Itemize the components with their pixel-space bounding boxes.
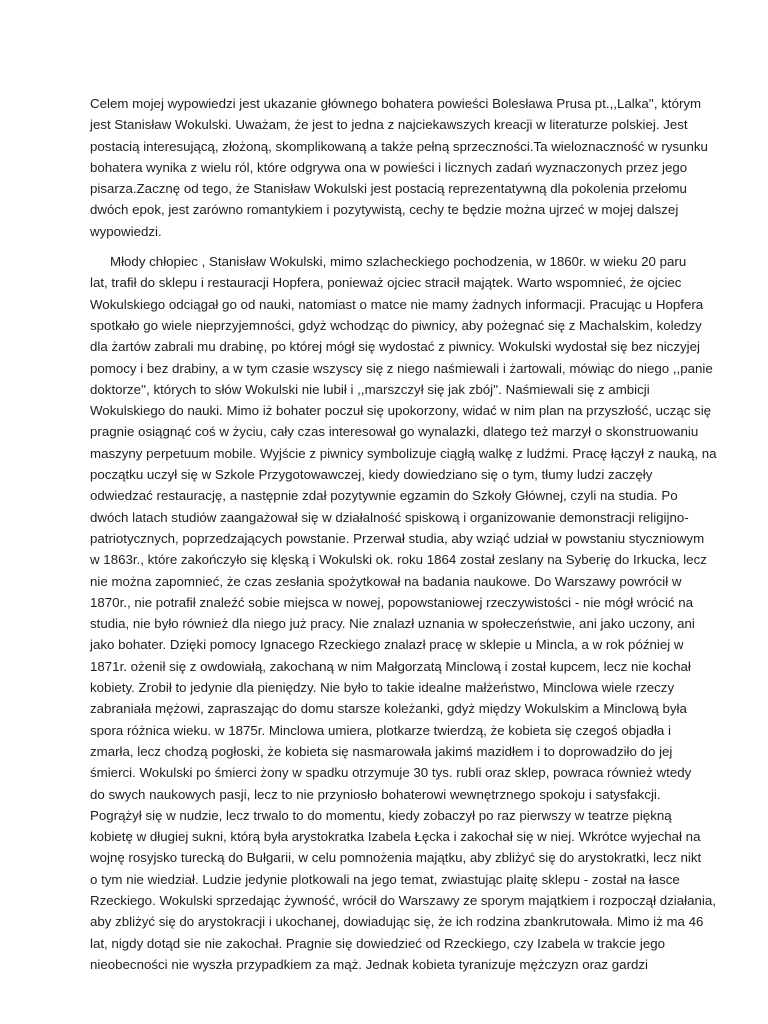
text-line: śmierci. Wokulski po śmierci żony w spadku otrzymuje 30 tys. rubli oraz sklep, powraca również wtedy	[90, 765, 692, 781]
text-line: jest Stanisław Wokulski. Uważam, że jest to jedna z najciekawszych kreacji w literaturze polskiej. Jest	[90, 117, 688, 133]
text-line: pomocy i bez drabiny, a w tym czasie wszyscy się z niego naśmiewali i żartowali, mówiąc do niego ,,panie	[90, 360, 713, 376]
text-line: zabraniała mężowi, zapraszając do domu starsze koleżanki, gdyż między Wokulskim a Minclową była	[90, 701, 687, 717]
text-line: aby zbliżyć się do arystokracji i ukochanej, dowiadując się, że ich rodzina zbankrutowała. Mimo iż ma 46	[90, 914, 704, 930]
text-line: Wokulskiego odciągał go od nauki, natomiast o matce nie mamy żadnych informacji. Pracując u Hopfera	[90, 296, 704, 312]
text-line: początku uczył się w Szkole Przygotowawczej, kiedy dowiedziano się o tym, tłumy ludzi zaczęły	[90, 467, 653, 483]
text-line: pisarza.Zacznę od tego, że Stanisław Wokulski jest postacią reprezentatywną dla pokolenia przełomu	[90, 181, 687, 197]
text-line: spotkało go wiele nieprzyjemności, gdyż wchodząc do piwnicy, aby pożegnać się z Machalskim, koledzy	[90, 317, 702, 333]
text-line: zmarła, lecz chodzą pogłoski, że kobieta się nasmarowała jakimś mazidłem i to doprowadziło do jej	[90, 743, 673, 759]
text-line: lat, nigdy dotąd sie nie zakochał. Pragnie się dowiedzieć od Rzeckiego, czy Izabela w trakcie jego	[90, 935, 666, 951]
paragraph-intro	[90, 93, 708, 242]
text-line: wypowiedzi.	[90, 223, 162, 239]
text-line: wojnę rosyjsko turecką do Bułgarii, w celu pomnożenia majątku, aby zbliżyć się do arystokratki, lecz nikt	[90, 850, 702, 866]
text-line: dwóch epok, jest zarówno romantykiem i pozytywistą, cechy te będzie można ujrzeć w mojej dalszej	[90, 202, 679, 218]
text-line: Pogrążył się w nudzie, lecz trwalo to do momentu, kiedy zobaczył po raz pierwszy w teatrze piękną	[90, 807, 672, 823]
text-line: 1871r. ożenił się z owdowiałą, zakochaną w nim Małgorzatą Minclową i został kupcem, lecz nie kochał	[90, 658, 691, 674]
text-line: patriotycznych, poprzedzających powstanie. Przerwał studia, aby wziąć udział w powstaniu styczniowym	[90, 530, 705, 546]
text-line: spora różnica wieku. w 1875r. Minclowa umiera, plotkarze twierdzą, że kobieta się czegoś objadła i	[90, 722, 671, 738]
text-line: o tym nie wiedział. Ludzie jedynie plotkowali na jego temat, zwiastując plaitę sklepu - został na łasce	[90, 871, 680, 887]
text-line: jako bohater. Dzięki pomocy Ignacego Rzeckiego znalazł pracę w sklepie u Mincla, a w rok później w	[90, 637, 684, 653]
text-line: nie można zapomnieć, że czas zesłania spożytkował na badania naukowe. Do Warszawy powrócił w	[90, 573, 682, 589]
text-line: dwóch latach studiów zaangażował się w działalność spiskową i organizowanie demonstracji religijno-	[90, 509, 689, 525]
text-line: nieobecności nie wyszła przypadkiem za mąż. Jednak kobieta tyranizuje mężczyzn oraz gardzi	[90, 956, 648, 972]
text-line: dla żartów zabrali mu drabinę, po której mógł się wydostać z piwnicy. Wokulski wydostał się bez niczyjej	[90, 339, 700, 355]
text-line: Wokulskiego do nauki. Mimo iż bohater poczuł się upokorzony, widać w nim plan na przyszłość, ucząc się	[90, 403, 712, 419]
paragraph-main	[90, 251, 717, 975]
text-line: Celem mojej wypowiedzi jest ukazanie głównego bohatera powieści Bolesława Prusa pt.,,Lalka'', którym	[90, 96, 702, 111]
text-line: odwiedzać restaurację, a następnie zdał pozytywnie egzamin do Szkoły Głównej, czyli na studia. Po	[90, 488, 678, 504]
text-line: postacią interesującą, złożoną, skomplikowaną a także pełną sprzeczności.Ta wieloznaczność w rysunku	[90, 138, 708, 154]
text-line: lat, trafił do sklepu i restauracji Hopfera, ponieważ ojciec stracił majątek. Warto wspomnieć, że ojciec	[90, 275, 682, 291]
text-line: Rzeckiego. Wokulski sprzedając żywność, wrócił do Warszawy ze sporym majątkiem i rozpoczął działania,	[90, 892, 716, 908]
text-line: kobietę w długiej sukni, którą była arystokratka Izabela Łęcka i zakochał się w niej. Wkrótce wyjechał na	[90, 829, 701, 845]
document-body	[90, 93, 717, 975]
paragraph-gap	[90, 242, 690, 251]
text-line: do swych naukowych pasji, lecz to nie przyniosło bohaterowi wewnętrznego spokoju i satysfakcji.	[90, 786, 661, 802]
text-line: studia, nie było również dla niego już pracy. Nie znalazł uznania w społeczeństwie, ani jako uczony, ani	[90, 616, 695, 632]
text-line: Młody chłopiec , Stanisław Wokulski, mimo szlacheckiego pochodzenia, w 1860r. w wieku 20 paru	[110, 254, 687, 270]
text-line: w 1863r., które zakończyło się klęską i Wokulski ok. roku 1864 został zeslany na Syberię do Irkucka, lecz	[90, 552, 707, 568]
text-line: bohatera wynika z wielu ról, które odgrywa ona w powieści i licznych zadań wyznaczonych przez jego	[90, 159, 688, 175]
text-line: pragnie osiągnąć coś w życiu, cały czas interesował go wynalazki, dlatego też marzył o skonstruowaniu	[90, 424, 699, 440]
text-line: 1870r., nie potrafił znaleźć sobie miejsca w nowej, popowstaniowej rzeczywistości - nie mógł wrócić na	[90, 594, 694, 610]
text-line: maszyny perpetuum mobile. Wyjście z piwnicy symbolizuje ciągłą walkę z ludźmi. Pracę łączył z nauką, na	[90, 445, 717, 461]
text-line: doktorze'', których to słów Wokulski nie lubił i ,,marszczył się jak zbój''. Naśmiewali się z ambicji	[90, 381, 650, 397]
text-line: kobiety. Zrobił to jedynie dla pieniędzy. Nie było to takie idealne małżeństwo, Minclowa wiele rzeczy	[90, 680, 675, 696]
